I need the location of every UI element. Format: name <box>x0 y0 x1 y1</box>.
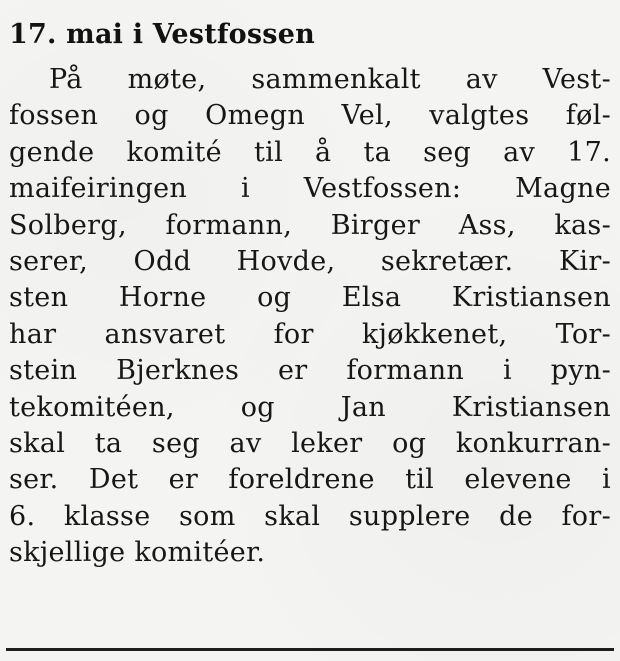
article-line: gende komité til å ta seg av 17. <box>9 136 611 168</box>
article-line: tekomitéen, og Jan Kristiansen <box>9 391 611 423</box>
article-line: stein Bjerknes er formann i pyn- <box>9 355 611 387</box>
article-line: fossen og Omegn Vel, valgtes føl- <box>9 100 611 132</box>
article-line: ser. Det er foreldrene til elevene i <box>9 464 611 496</box>
bottom-rule <box>6 648 614 651</box>
article-line: maifeiringen i Vestfossen: Magne <box>9 173 611 205</box>
article-line: har ansvaret for kjøkkenet, Tor- <box>9 318 611 350</box>
article-line: serer, Odd Hovde, sekretær. Kir- <box>9 245 611 277</box>
article-body <box>9 62 611 571</box>
article-line: sten Horne og Elsa Kristiansen <box>9 282 611 314</box>
article-headline: 17. mai i Vestfossen <box>9 19 315 50</box>
article-line: Solberg, formann, Birger Ass, kas- <box>9 209 611 241</box>
article-line: skal ta seg av leker og konkurran- <box>9 427 611 459</box>
article-line: skjellige komitéer. <box>9 537 266 569</box>
article-line: 6. klasse som skal supplere de for- <box>9 500 611 532</box>
article-line: På møte, sammenkalt av Vest- <box>49 64 611 95</box>
